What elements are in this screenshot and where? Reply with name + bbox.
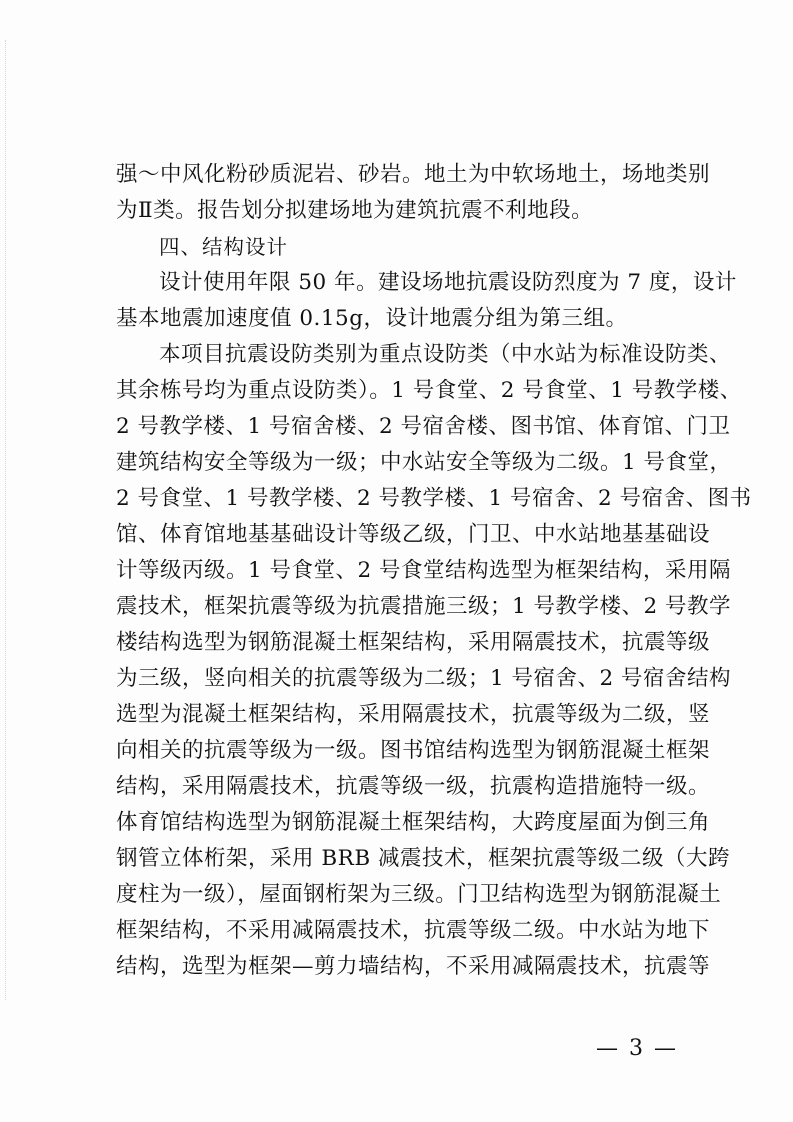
text-line: 其余栋号均为重点设防类）。1 号食堂、2 号食堂、1 号教学楼、: [116, 378, 742, 403]
text-line: 基本地震加速度值 0.15g，设计地震分组为第三组。: [116, 306, 628, 331]
text-line: 钢管立体桁架，采用 BRB 减震技术，框架抗震等级二级（大跨: [116, 846, 730, 871]
text-line: 本项目抗震设防类别为重点设防类（中水站为标准设防类、: [159, 342, 732, 367]
text-line: 强～中风化粉砂质泥岩、砂岩。地土为中软场地土，场地类别: [116, 162, 711, 187]
text-line: 选型为混凝土框架结构，采用隔震技术，抗震等级为二级，竖: [116, 702, 711, 727]
text-line: 度柱为一级），屋面钢桁架为三级。门卫结构选型为钢筋混凝土: [116, 882, 722, 907]
text-line: 框架结构，不采用减隔震技术，抗震等级二级。中水站为地下: [116, 918, 711, 943]
text-line: 向相关的抗震等级为一级。图书馆结构选型为钢筋混凝土框架: [116, 738, 711, 763]
page-number: — 3 —: [596, 1036, 678, 1061]
text-line: 2 号教学楼、1 号宿舍楼、2 号宿舍楼、图书馆、体育馆、门卫: [116, 414, 731, 439]
text-line: 为Ⅱ类。报告划分拟建场地为建筑抗震不利地段。: [116, 198, 594, 223]
text-line: 结构，采用隔震技术，抗震等级一级，抗震构造措施特一级。: [116, 774, 711, 799]
text-line: 体育馆结构选型为钢筋混凝土框架结构，大跨度屋面为倒三角: [116, 810, 711, 835]
text-line: 2 号食堂、1 号教学楼、2 号教学楼、1 号宿舍、2 号宿舍、图书: [116, 486, 752, 511]
text-line: 设计使用年限 50 年。建设场地抗震设防烈度为 7 度，设计: [159, 270, 737, 295]
text-line: 结构，选型为框架—剪力墙结构，不采用减隔震技术，抗震等: [116, 954, 711, 979]
text-line: 馆、体育馆地基基础设计等级乙级，门卫、中水站地基基础设: [116, 522, 711, 547]
body-text: [116, 157, 752, 985]
section-heading: 四、结构设计: [159, 235, 288, 259]
text-line: 楼结构选型为钢筋混凝土框架结构，采用隔震技术，抗震等级: [116, 630, 711, 655]
text-line: 建筑结构安全等级为一级；中水站安全等级为二级。1 号食堂，: [116, 450, 732, 475]
binding-edge-marks: [5, 40, 8, 1000]
text-line: 计等级丙级。1 号食堂、2 号食堂结构选型为框架结构，采用隔: [116, 558, 732, 583]
text-line: 为三级，竖向相关的抗震等级为二级；1 号宿舍、2 号宿舍结构: [116, 666, 732, 691]
text-line: 震技术，框架抗震等级为抗震措施三级；1 号教学楼、2 号教学: [116, 594, 732, 619]
